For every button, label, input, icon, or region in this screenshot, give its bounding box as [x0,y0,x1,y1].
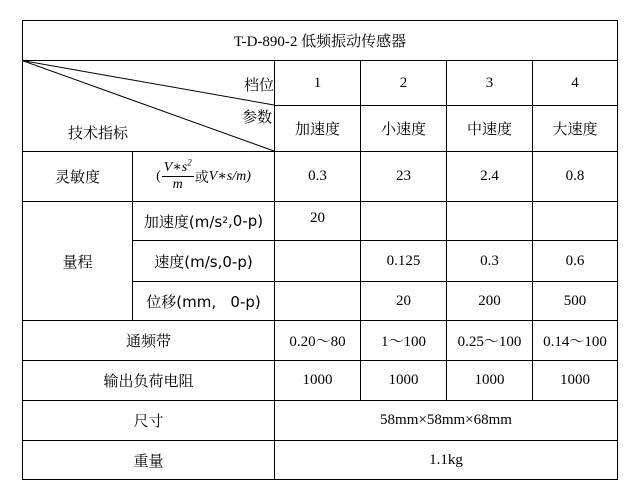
sensitivity-value: 23 [396,168,411,184]
title-text: T-D-890-2 低频振动传感器 [233,34,407,50]
range-value [275,282,360,320]
unit-fraction: $\frac{V∗s^2}{m}$ [163,157,192,192]
load-value: 1000 [388,372,419,388]
range-value [533,202,617,240]
sensitivity-unit: ( $\frac{V∗s^2}{m}$ 或 V∗s/m) [156,157,251,192]
param-label: 参数 [241,107,272,126]
range-value [361,202,446,240]
passband-label: 通频带 [125,332,171,350]
sensitivity-value: 2.4 [480,168,499,184]
param-3: 中速度 [466,120,512,138]
range-value: 20 [310,210,325,226]
range-value [275,241,360,281]
param-1: 加速度 [294,120,340,138]
passband-value: 0.25～100 [457,334,522,350]
load-label: 输出负荷电阻 [103,372,194,390]
range-label: 量程 [62,252,93,271]
size-label: 尺寸 [133,412,164,430]
sensitivity-value: 0.8 [565,168,585,184]
range-value: 500 [563,292,587,309]
tech-label: 技术指标 [67,123,128,142]
gear-2: 2 [399,74,408,91]
weight-value: 1.1kg [429,451,463,468]
range-value: 0.6 [565,252,585,269]
range-value: 0.3 [480,252,499,269]
range-value: 0.125 [386,252,421,269]
range-value: 20 [396,292,411,309]
passband-value: 0.14～100 [543,334,607,350]
param-4: 大速度 [552,120,598,138]
passband-value: 0.20～80 [289,334,346,350]
gear-3: 3 [485,74,494,91]
range-displacement-label: 位移(mm, 0-p) [146,292,261,311]
table-border-bottom [22,479,618,480]
param-2: 小速度 [380,120,426,138]
load-value: 1000 [302,372,333,388]
load-value: 1000 [560,372,590,388]
range-acceleration-label: 加速度(m/s 2 ,0-p) [143,212,264,231]
sensitivity-value: 0.3 [308,168,327,184]
weight-label: 重量 [133,451,164,470]
load-value: 1000 [474,372,505,388]
size-value: 58mm×58mm×68mm [380,412,512,428]
gear-1: 1 [313,74,322,91]
gear-label: 档位 [243,75,274,94]
gear-4: 4 [571,74,579,91]
sensitivity-label: 灵敏度 [54,168,100,186]
range-velocity-label: 速度(m/s,0-p) [154,252,253,271]
table-title [23,21,617,60]
range-value [447,202,532,240]
spec-table [22,20,618,480]
range-value: 200 [478,292,501,309]
passband-value: 1～100 [380,334,426,350]
